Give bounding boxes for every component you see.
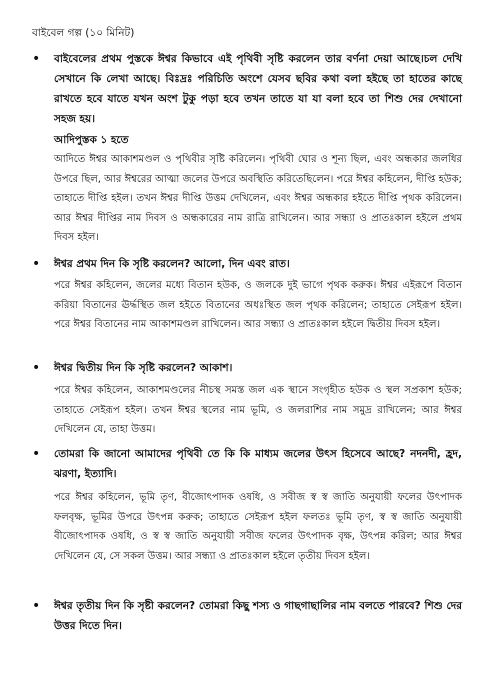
bullet-dot: • <box>32 256 41 272</box>
section-subheading: আদিপুস্তক ১ হতে <box>54 134 129 146</box>
bullet-text: ঈশ্বর তৃতীয় দিন কি সৃষ্টী করলেন? তোমরা কিছু শস্য ও গাছগাছালির নাম বলতে পারবে? শিশু দের উত্তর দিতে দিন। <box>54 600 462 632</box>
bullet-day3-question <box>32 596 462 636</box>
bullet-text: ঈশ্বর প্রথম দিন কি সৃষ্টি করলেন? আলো, দিন এবং রাত। <box>54 258 290 270</box>
scripture-paragraph-day1: আদিতে ঈশ্বর আকাশমণ্ডল ও পৃথিবীর সৃষ্টি করিলেন। পৃথিবী ঘোর ও শূন্য ছিল, এবং অন্ধকার জলধির উপরে ছিল, আর ঈশ্বরের আত্মা জলের উপরে অবস্থিতি করিতেছিলেন। পরে ঈশ্বর কহিলেন, দীপ্তি হউক; তাহাতে দীপ্তি হইল। তখন ঈশ্বর দীপ্তি উত্তম দেখিলেন, এবং ঈশ্বর অন্ধকার হইতে দীপ্তি পৃথক করিলেন। আর ঈশ্বর দীপ্তির নাম দিবস ও অন্ধকারের নাম রাত্রি রাখিলেন। আর সন্ধ্যা ও প্রাতঃকাল হইলে প্রথম দিবস হইল। <box>54 154 462 244</box>
bullet-text: ঈশ্বর দ্বিতীয় দিন কি সৃষ্টি করলেন? আকাশ। <box>54 362 233 374</box>
bullet-day2-question <box>32 358 462 378</box>
bullet-text: বাইবেলের প্রথম পুস্তকে ঈশ্বর কিভাবে এই পৃথিবী সৃষ্টি করলেন তার বর্ণনা দেয়া আছে।চল দেখি সেখানে কি লেখা আছে। বিঃদ্রঃ পরিচিতি অংশে যেসব ছবির কথা বলা হইছে তা হাতের কাছে রাখতে হবে যাতে যখন অংশ টুকু পড়া হবে তখন তাতে যা যা বলা হবে তা শিশু দের দেখানো সহজ হয়। <box>54 53 462 125</box>
scripture-paragraph-land-sea: পরে ঈশ্বর কহিলেন, আকাশমণ্ডলের নীচস্থ সমস্ত জল এক স্থানে সংগৃহীত হউক ও স্থল সপ্রকাশ হউক; তাহাতে সেইরূপ হইল। তখন ঈশ্বর স্থলের নাম ভূমি, ও জলরাশির নাম সমুদ্র রাখিলেন; আর ঈশ্বর দেখিলেন যে, তাহা উত্তম। <box>54 385 462 436</box>
bullet-dot: • <box>32 51 41 67</box>
bullet-dot: • <box>32 598 41 614</box>
page-title: বাইবেল গল্প (১০ মিনিট) <box>32 27 135 39</box>
bullet-intro <box>32 49 462 129</box>
bullet-water-sources-question <box>32 444 462 484</box>
bullet-dot: • <box>32 360 41 376</box>
scripture-paragraph-day2: পরে ঈশ্বর কহিলেন, জলের মধ্যে বিতান হউক, ও জলকে দুই ভাগে পৃথক করুক। ঈশ্বর এইরূপে বিতান করিয়া বিতানের ঊর্দ্ধস্থিত জল হইতে বিতানের অধঃস্থিত জল পৃথক করিলেন; তাহাতে সেইরূপ হইল। পরে ঈশ্বর বিতানের নাম আকাশমণ্ডল রাখিলেন। আর সন্ধ্যা ও প্রাতঃকাল হইলে দ্বিতীয় দিবস হইল। <box>54 280 462 331</box>
bullet-day1-question <box>32 254 462 274</box>
bullet-text: তোমরা কি জানো আমাদের পৃথিবী তে কি কি মাধ্যম জলের উৎস হিসেবে আছে? নদনদী, হ্রদ, ঝরণা, ইত্যাদি। <box>54 448 462 480</box>
scripture-paragraph-day3: পরে ঈশ্বর কহিলেন, ভূমি তৃণ, বীজোৎপাদক ওষধি, ও সবীজ স্ব স্ব জাতি অনুযায়ী ফলের উৎপাদক ফলবৃক্ষ, ভূমির উপরে উৎপন্ন করুক; তাহাতে সেইরূপ হইল ফলতঃ ভূমি তৃণ, স্ব স্ব জাতি অনুযায়ী বীজোৎপাদক ওষধি, ও স্ব স্ব জাতি অনুযায়ী সবীজ ফলের উৎপাদক বৃক্ষ, উৎপন্ন করিল; আর ঈশ্বর দেখিলেন যে, সে সকল উত্তম। আর সন্ধ্যা ও প্রাতঃকাল হইলে তৃতীয় দিবস হইল। <box>54 492 462 562</box>
bullet-dot: • <box>32 446 41 462</box>
